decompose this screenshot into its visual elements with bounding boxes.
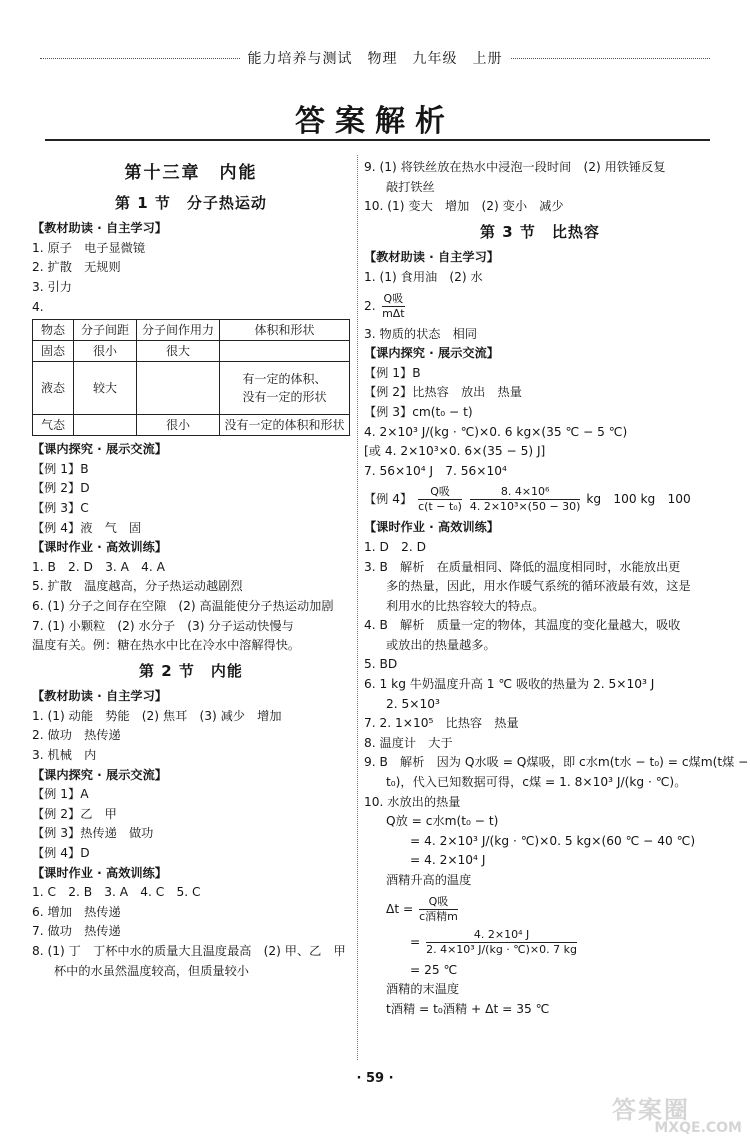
fraction-numerator: 8. 4×10⁶ (470, 485, 581, 500)
s3-hw-10-line-c: = 4. 2×10⁴ J (410, 853, 486, 868)
s1-tag-explore: 【课内探究 · 展示交流】 (32, 442, 167, 457)
page-number: · 59 · (356, 1071, 394, 1086)
table-cell: 很小 (137, 415, 220, 436)
fraction-numerator: Q吸 (383, 291, 404, 305)
s3-example-3: 【例 3】cm(t₀ − t) (364, 404, 473, 419)
s2-hw-6: 6. 增加 热传递 (32, 904, 121, 919)
table-header-row (33, 320, 350, 341)
chapter-title: 第十三章 内能 (124, 163, 258, 183)
states-of-matter-table (32, 319, 350, 436)
fraction (419, 895, 458, 924)
column-divider (357, 155, 358, 1060)
s3-hw-1: 1. D 2. D (364, 539, 426, 554)
s3-calc-line-3: 7. 56×10⁴ J 7. 56×10⁴ (364, 463, 507, 478)
s3-hw-5: 5. BD (364, 657, 398, 672)
table-header-cell: 物态 (33, 320, 74, 341)
s3-tag-study: 【教材助读 · 自主学习】 (364, 250, 499, 265)
s2-hw-9b: 敲打铁丝 (386, 179, 435, 194)
table-cell: 固态 (33, 341, 74, 362)
watermark-site-text: MXQE.COM (654, 1120, 742, 1136)
section-2-title: 第 2 节 内能 (139, 661, 243, 680)
page-title: 答案解析 (295, 104, 455, 139)
fraction (470, 485, 581, 514)
s2-example-4: 【例 4】D (32, 846, 90, 861)
s2-hw-7: 7. 做功 热传递 (32, 924, 121, 939)
s3-hw-10-line-f: = $\frac{\text{4. 2×10⁴ J}}{\text{2. 4×10³ J/(kg · ℃)×0. 7 kg}}$ (410, 927, 577, 956)
table-cell: 很小 (74, 341, 137, 362)
table-cell: 很大 (137, 341, 220, 362)
s1-example-2: 【例 2】D (32, 481, 90, 496)
s1-tag-study: 【教材助读 · 自主学习】 (32, 221, 167, 236)
s3-hw-9a: 9. B 解析 因为 Q水吸 = Q煤吸，即 c水m(t水 − t₀) = c煤m(t煤 − (364, 755, 749, 770)
watermark-logo-text: 答案圈 (612, 1096, 690, 1124)
watermark-logo (612, 1090, 742, 1136)
s3-answer-1: 1. (1) 食用油 (2) 水 (364, 269, 483, 284)
s3-tag-explore: 【课内探究 · 展示交流】 (364, 346, 499, 361)
s3-calc-line-2: [或 4. 2×10³×0. 6×(35 − 5) J] (364, 444, 546, 459)
s1-answer-4: 4. (32, 299, 44, 314)
s1-example-1: 【例 1】B (32, 461, 89, 476)
table-row (33, 415, 350, 436)
fraction-numerator: 4. 2×10⁴ J (426, 928, 577, 943)
s3-example-2: 【例 2】比热容 放出 热量 (364, 385, 522, 400)
s2-hw-10: 10. (1) 变大 增加 (2) 变小 减少 (364, 199, 564, 214)
fraction-denominator: 2. 4×10³ J/(kg · ℃)×0. 7 kg (426, 942, 577, 956)
s1-answer-3: 3. 引力 (32, 279, 72, 294)
s3-hw-10-line-h: 酒精的末温度 (386, 982, 460, 997)
s3-hw-7: 7. 2. 1×10⁵ 比热容 热量 (364, 716, 519, 731)
s3-hw-10-line-a: Q放 = c水m(t₀ − t) (386, 814, 499, 829)
title-rule (45, 139, 710, 141)
s3-hw-6b: 2. 5×10³ (386, 696, 440, 711)
table-cell (137, 362, 220, 415)
s3-answer-2: 2. $\frac{\text{Q吸}}{\text{mΔt}}$ (364, 291, 405, 320)
example-4-label: 【例 4】 (364, 492, 413, 507)
table-row (33, 362, 350, 415)
s3-example-1: 【例 1】B (364, 365, 421, 380)
delta-t-lhs: Δt = (386, 901, 414, 916)
table-row (33, 341, 350, 362)
s1-tag-homework: 【课时作业 · 高效训练】 (32, 540, 167, 555)
table-header-cell: 分子间距 (74, 320, 137, 341)
s3-tag-homework: 【课时作业 · 高效训练】 (364, 520, 499, 535)
fraction-denominator: mΔt (382, 306, 405, 320)
section-3-title: 第 3 节 比热容 (480, 222, 600, 241)
s2-hw-1: 1. C 2. B 3. A 4. C 5. C (32, 885, 201, 900)
s3-hw-10-line-i: t酒精 = t₀酒精 + Δt = 35 ℃ (386, 1001, 550, 1016)
s1-hw-7b: 温度有关。例：糖在热水中比在冷水中溶解得快。 (32, 638, 301, 653)
s3-answer-3: 3. 物质的状态 相同 (364, 326, 478, 341)
s3-hw-10: 10. 水放出的热量 (364, 794, 461, 809)
s1-hw-1: 1. B 2. D 3. A 4. A (32, 559, 165, 574)
s3-hw-4b: 或放出的热量越多。 (386, 637, 496, 652)
fraction (382, 292, 406, 321)
s1-hw-7a: 7. (1) 小颗粒 (2) 水分子 (3) 分子运动快慢与 (32, 618, 294, 633)
fraction (418, 485, 462, 514)
s1-hw-5: 5. 扩散 温度越高，分子热运动越剧烈 (32, 579, 243, 594)
header-text: 能力培养与测试 物理 九年级 上册 (247, 51, 503, 67)
s3-hw-10-line-d: 酒精升高的温度 (386, 873, 472, 887)
s3-hw-3a: 3. B 解析 在质量相同、降低的温度相同时，水能放出更 (364, 559, 681, 574)
s2-tag-explore: 【课内探究 · 展示交流】 (32, 767, 167, 782)
section-1-title: 第 1 节 分子热运动 (115, 193, 267, 212)
table-cell: 较大 (74, 362, 137, 415)
table-header-cell: 体积和形状 (220, 320, 350, 341)
s3-hw-6a: 6. 1 kg 牛奶温度升高 1 ℃ 吸收的热量为 2. 5×10³ J (364, 677, 655, 692)
s2-tag-study: 【教材助读 · 自主学习】 (32, 689, 167, 704)
left-column (32, 158, 350, 981)
table-cell (74, 415, 137, 436)
table-header-cell: 分子间作用力 (137, 320, 220, 341)
table-cell: 有一定的体积、 没有一定的形状 (220, 362, 350, 415)
s3-hw-10-line-e (364, 895, 716, 924)
s3-hw-3b: 多的热量，因此，用水作暖气系统的循环液最有效，这是 (386, 579, 691, 594)
s2-tag-homework: 【课时作业 · 高效训练】 (32, 865, 167, 880)
page-header (40, 48, 710, 68)
s2-answer-1: 1. (1) 动能 势能 (2) 焦耳 (3) 减少 增加 (32, 708, 282, 723)
s2-hw-8b: 杯中的水虽然温度较高，但质量较小 (54, 963, 249, 978)
s3-hw-10-line-b: = 4. 2×10³ J/(kg · ℃)×0. 5 kg×(60 ℃ − 40 ℃) (410, 833, 696, 848)
table-cell (220, 341, 350, 362)
s3-calc-line-1: 4. 2×10³ J/(kg · ℃)×0. 6 kg×(35 ℃ − 5 ℃) (364, 424, 628, 439)
s2-example-1: 【例 1】A (32, 787, 89, 802)
fraction-numerator: Q吸 (419, 895, 458, 910)
s3-hw-3c: 利用水的比热容较大的特点。 (386, 598, 545, 613)
s2-hw-8a: 8. (1) 丁 丁杯中水的质量大且温度最高 (2) 甲、乙 甲 (32, 944, 346, 958)
s1-hw-6: 6. (1) 分子之间存在空隙 (2) 高温能使分子热运动加剧 (32, 598, 334, 613)
header-dotted-rule-left (40, 58, 240, 59)
fraction-denominator: 4. 2×10³×(50 − 30) (469, 500, 581, 514)
s3-hw-9b: t₀)，代入已知数据可得，c煤 = 1. 8×10³ J/(kg · ℃)。 (386, 775, 687, 790)
right-column (364, 158, 749, 1019)
example-4-tail: kg 100 kg 100 (586, 492, 691, 507)
fraction-numerator: Q吸 (418, 485, 462, 500)
s2-hw-9a: 9. (1) 将铁丝放在热水中浸泡一段时间 (2) 用铁锤反复 (364, 160, 666, 174)
s2-answer-3: 3. 机械 内 (32, 748, 97, 763)
s2-example-3: 【例 3】热传递 做功 (32, 826, 154, 841)
table-cell: 液态 (33, 362, 74, 415)
s1-answer-1: 1. 原子 电子显微镜 (32, 240, 146, 255)
s3-hw-8: 8. 温度计 大于 (364, 735, 453, 750)
s3-hw-10-line-g: = 25 ℃ (410, 962, 458, 977)
s1-example-3: 【例 3】C (32, 500, 89, 515)
fraction-denominator: c酒精m (419, 909, 458, 923)
fraction (426, 928, 577, 957)
s3-example-4 (364, 485, 716, 514)
fraction-denominator: c(t − t₀) (418, 500, 462, 514)
s2-example-2: 【例 2】乙 甲 (32, 806, 117, 821)
table-cell: 没有一定的体积和形状 (220, 415, 350, 436)
s3-hw-4a: 4. B 解析 质量一定的物体，其温度的变化量越大，吸收 (364, 618, 681, 633)
header-dotted-rule-right (511, 58, 711, 59)
table-cell: 气态 (33, 415, 74, 436)
s1-example-4: 【例 4】液 气 固 (32, 520, 142, 535)
s2-answer-2: 2. 做功 热传递 (32, 728, 121, 743)
s1-answer-2: 2. 扩散 无规则 (32, 260, 121, 275)
